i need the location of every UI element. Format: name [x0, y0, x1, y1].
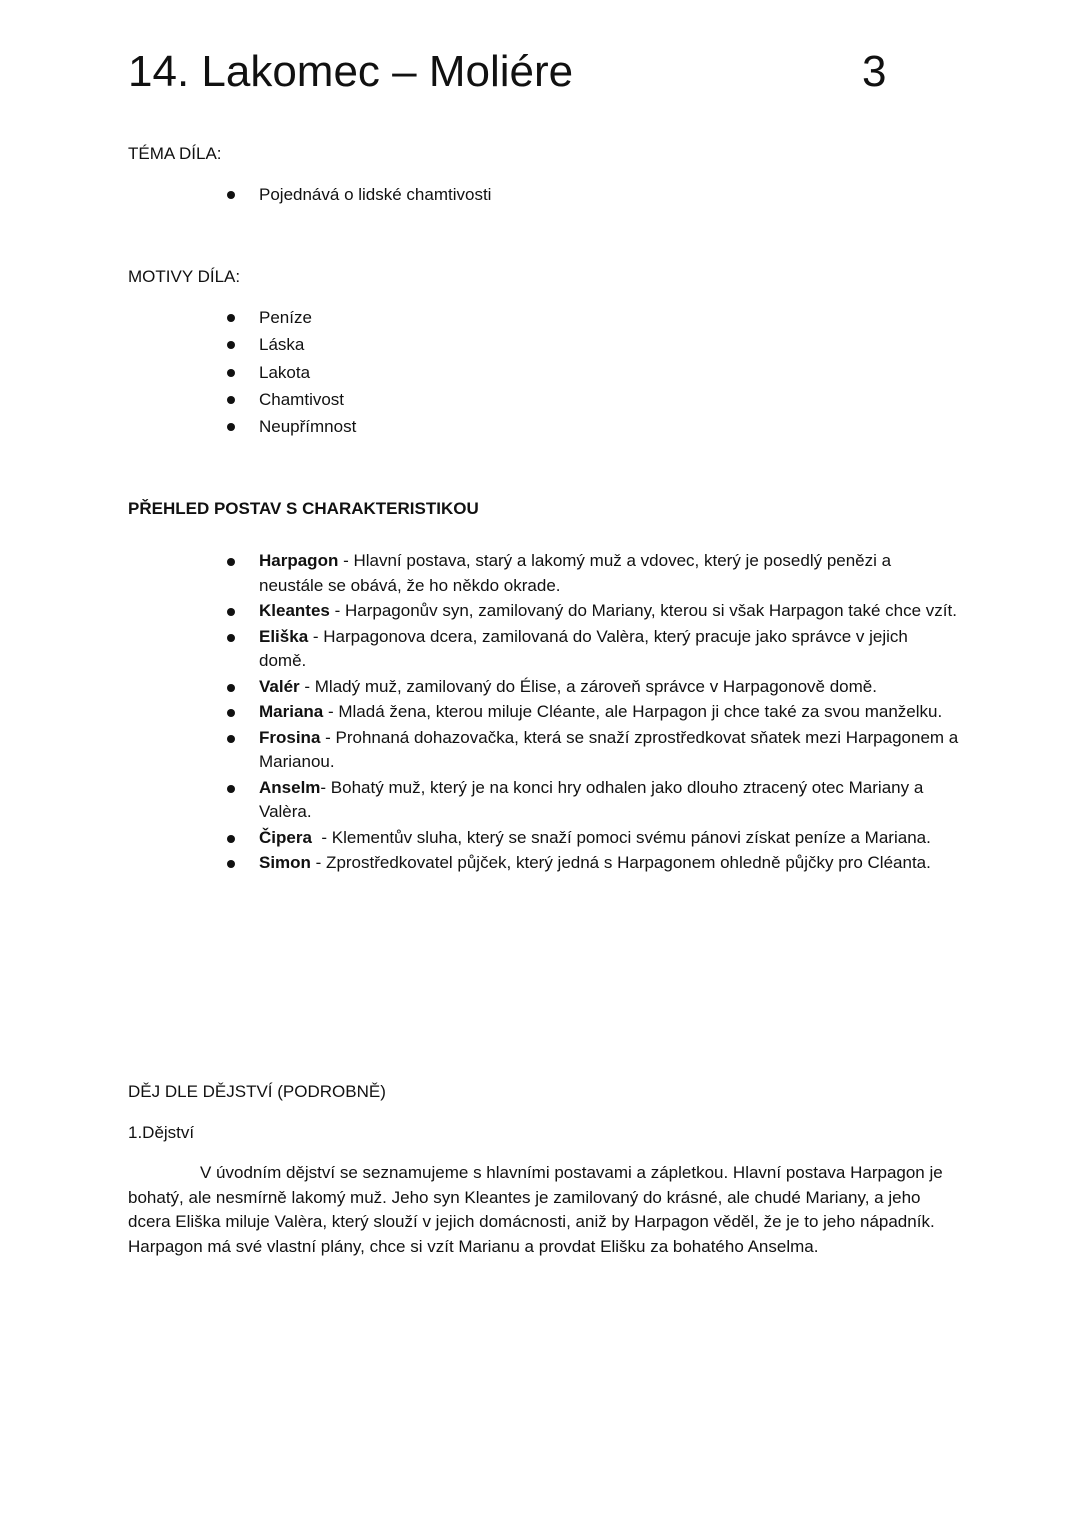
motifs-list — [0, 304, 959, 440]
character-description: - Bohatý muž, který je na konci hry odhalen jako dlouho ztracený otec Mariany a Valèra. — [259, 777, 924, 821]
character-name: Anselm — [259, 777, 321, 797]
plot-heading: DĚJ DLE DĚJSTVÍ (PODROBNĚ) — [128, 1082, 386, 1101]
motifs-heading: MOTIVY DÍLA: — [128, 267, 241, 286]
list-item: Láska — [0, 331, 959, 358]
character-name: Frosina — [259, 727, 321, 747]
list-item: Peníze — [0, 304, 959, 331]
act-text: V úvodním dějství se seznamujeme s hlavními postavami a zápletkou. Hlavní postava Harpagon je bohatý, ale nesmírně lakomý muž. Jeho syn Kleantes je zamilovaný do krásné, ale chudé Mariany, a jeho dcera Eliška miluje Valèra, který slouží v jejich domácnosti, aniž by Harpagon věděl, že je to jeho nápadník. Harpagon má své vlastní plány, chce si vzít Marianu a provdat Elišku za bohatého Anselma. — [128, 1163, 943, 1256]
character-name: Eliška — [259, 626, 309, 646]
list-item: Pojednává o lidské chamtivosti — [0, 181, 959, 208]
character-item — [0, 851, 959, 876]
characters-list — [0, 549, 959, 877]
character-name: Simon — [259, 853, 311, 872]
character-description: - Klementův sluha, který se snaží pomoci svému pánovi získat peníze a Mariana. — [311, 827, 931, 847]
list-item: Neupřímnost — [0, 413, 959, 440]
character-name: Valér — [259, 676, 300, 696]
page-title: 14. Lakomec – Moliére — [128, 47, 574, 96]
character-description: - Mladá žena, kterou miluje Cléante, ale Harpagon ji chce také za svou manželku. — [323, 702, 943, 721]
list-item: Chamtivost — [0, 386, 959, 413]
theme-list — [0, 181, 959, 208]
character-item — [0, 625, 959, 674]
character-item — [0, 549, 959, 598]
characters-heading: PŘEHLED POSTAV S CHARAKTERISTIKOU — [128, 499, 479, 518]
character-description: - Hlavní postava, starý a lakomý muž a vdovec, který je posedlý penězi a neustále se obává, že ho někdo okrade. — [259, 551, 892, 595]
theme-heading: TÉMA DÍLA: — [128, 144, 222, 163]
character-name: Kleantes — [259, 601, 330, 620]
character-name: Čipera — [259, 827, 312, 847]
character-name: Mariana — [259, 702, 324, 721]
character-item — [0, 726, 959, 775]
act-label: 1.Dějství — [128, 1123, 195, 1142]
character-description: - Prohnaná dohazovačka, která se snaží zprostředkovat sňatek mezi Harpagonem a Marianou. — [259, 727, 959, 771]
character-item — [0, 826, 959, 851]
character-item — [0, 776, 959, 825]
character-item — [0, 599, 959, 624]
character-name: Harpagon — [259, 551, 339, 570]
character-description: - Harpagonova dcera, zamilovaná do Valèra, který pracuje jako správce v jejich domě. — [259, 626, 908, 670]
list-item: Lakota — [0, 359, 959, 386]
character-item — [0, 675, 959, 700]
character-description: - Harpagonův syn, zamilovaný do Mariany, kterou si však Harpagon také chce vzít. — [329, 601, 957, 620]
character-item — [0, 700, 959, 725]
character-description: - Mladý muž, zamilovaný do Élise, a zároveň správce v Harpagonově domě. — [299, 676, 877, 696]
character-description: - Zprostředkovatel půjček, který jedná s Harpagonem ohledně půjčky pro Cléanta. — [310, 853, 931, 872]
page-number: 3 — [862, 47, 887, 96]
